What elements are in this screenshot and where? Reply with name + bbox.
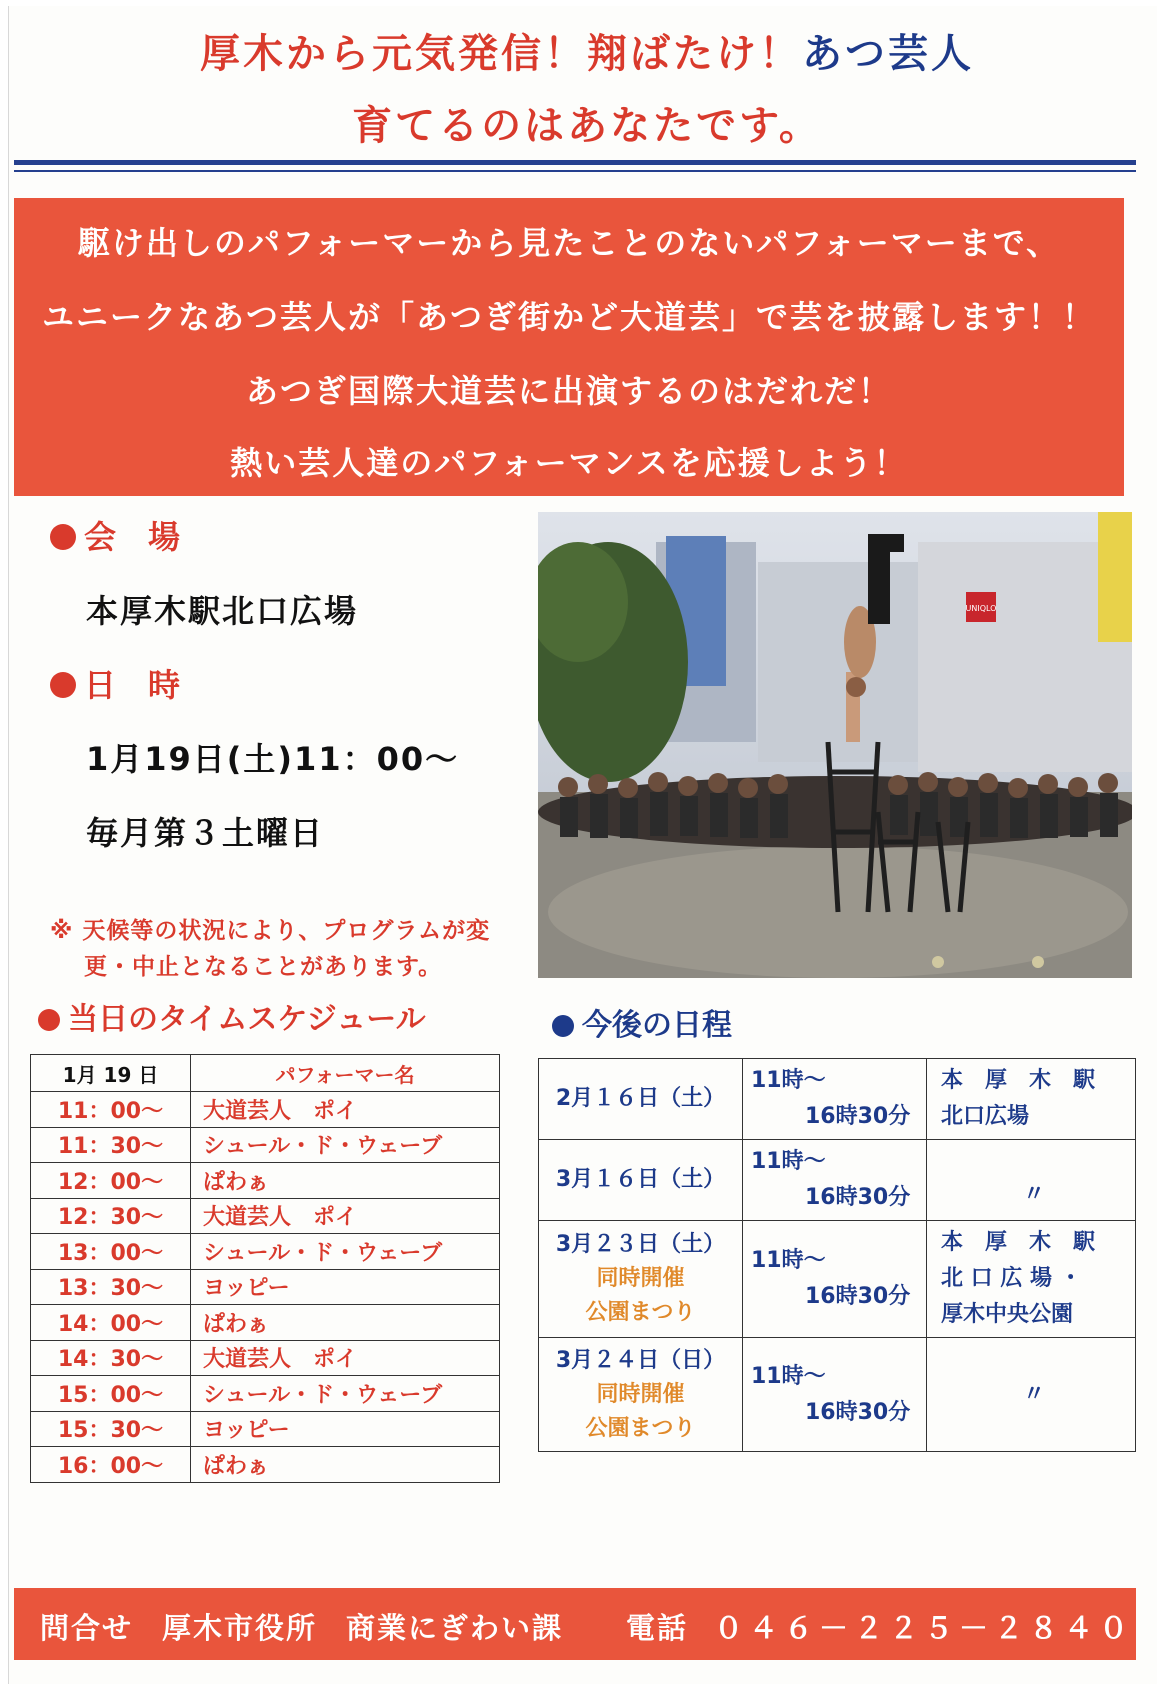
header-divider-thin bbox=[14, 170, 1136, 172]
slot-performer: ぱわぁ bbox=[191, 1163, 500, 1199]
store-sign-text: UNIQLO bbox=[965, 604, 997, 613]
schedule-start: 11時～ bbox=[751, 1363, 826, 1389]
slot-performer: ぱわぁ bbox=[191, 1305, 500, 1341]
slot-time: 13：00～ bbox=[31, 1234, 191, 1270]
datetime-heading-text: 日 時 bbox=[84, 666, 181, 704]
table-row bbox=[31, 1163, 500, 1199]
event-recurrence: 毎月第３土曜日 bbox=[86, 814, 325, 852]
schedule-place bbox=[927, 1059, 1136, 1140]
table-row bbox=[539, 1059, 1136, 1140]
upcoming-schedule-table bbox=[538, 1058, 1136, 1452]
table-row bbox=[31, 1234, 500, 1270]
venue-value: 本厚木駅北口広場 bbox=[86, 592, 359, 630]
venue-heading bbox=[50, 512, 180, 558]
weather-note-cont: 更・中止となることがあります。 bbox=[84, 954, 443, 980]
slot-performer: ヨッピー bbox=[191, 1411, 500, 1447]
schedule-time bbox=[743, 1338, 927, 1452]
slot-time: 11：30～ bbox=[31, 1127, 191, 1163]
upcoming-heading-text: 今後の日程 bbox=[582, 1008, 732, 1043]
footer-contact-label: 問合せ bbox=[40, 1611, 134, 1645]
intro-banner bbox=[14, 198, 1124, 496]
table-row bbox=[539, 1338, 1136, 1452]
day-timetable bbox=[30, 1054, 500, 1483]
schedule-end: 16時30分 bbox=[805, 1104, 911, 1129]
slot-time: 16：00～ bbox=[31, 1447, 191, 1483]
schedule-time bbox=[743, 1059, 927, 1140]
schedule-date bbox=[539, 1338, 743, 1452]
concurrent-label: 同時開催 bbox=[596, 1381, 685, 1407]
bullet-dot-icon bbox=[50, 672, 76, 698]
timetable-heading-text: 当日のタイムスケジュール bbox=[68, 1002, 426, 1037]
schedule-date: 3月１６日（土） bbox=[539, 1140, 743, 1221]
place-line: 本 厚 木 駅 bbox=[941, 1068, 1096, 1093]
table-row bbox=[31, 1376, 500, 1412]
banner-line: あつぎ国際大道芸に出演するのはだれだ！ bbox=[245, 372, 892, 410]
schedule-time bbox=[743, 1140, 927, 1221]
slot-performer: ぱわぁ bbox=[191, 1447, 500, 1483]
title-red-part: 厚木から元気発信！翔ばたけ！ bbox=[200, 31, 802, 77]
place-line: 北口広場 bbox=[941, 1104, 1030, 1129]
slot-time: 15：00～ bbox=[31, 1376, 191, 1412]
table-row bbox=[539, 1221, 1136, 1338]
footer-phone: ０４６－２２５－２８４０ bbox=[714, 1611, 1135, 1645]
table-row bbox=[31, 1340, 500, 1376]
slot-time: 13：30～ bbox=[31, 1269, 191, 1305]
slot-time: 12：00～ bbox=[31, 1163, 191, 1199]
slot-performer: 大道芸人 ポイ bbox=[191, 1340, 500, 1376]
event-date-time: 1月19日(土)11：00～ bbox=[86, 740, 460, 778]
footer-office: 厚木市役所 bbox=[162, 1611, 318, 1645]
table-row bbox=[31, 1127, 500, 1163]
schedule-place bbox=[927, 1221, 1136, 1338]
upcoming-heading bbox=[552, 1000, 732, 1044]
ditto-mark: 〃 bbox=[1022, 1381, 1045, 1407]
schedule-time bbox=[743, 1221, 927, 1338]
datetime-heading bbox=[50, 660, 180, 706]
bullet-dot-icon bbox=[50, 524, 76, 550]
schedule-end: 16時30分 bbox=[805, 1399, 911, 1425]
table-row bbox=[31, 1447, 500, 1483]
schedule-place bbox=[927, 1338, 1136, 1452]
table-header-performer: パフォーマー名 bbox=[191, 1055, 500, 1092]
table-row bbox=[539, 1140, 1136, 1221]
table-header-row bbox=[31, 1055, 500, 1092]
banner-line: 熱い芸人達のパフォーマンスを応援しよう！ bbox=[230, 444, 908, 482]
header-divider bbox=[14, 160, 1136, 165]
schedule-end: 16時30分 bbox=[805, 1284, 911, 1309]
date-line: 3月２４日（日） bbox=[555, 1347, 726, 1373]
slot-time: 11：00～ bbox=[31, 1092, 191, 1128]
footer-phone-label: 電話 bbox=[626, 1611, 689, 1645]
main-title-line1 bbox=[0, 22, 1174, 79]
slot-time: 15：30～ bbox=[31, 1411, 191, 1447]
slot-performer: ヨッピー bbox=[191, 1269, 500, 1305]
table-row bbox=[31, 1092, 500, 1128]
slot-time: 14：30～ bbox=[31, 1340, 191, 1376]
footer-dept: 商業にぎわい課 bbox=[346, 1611, 564, 1645]
place-line: 本 厚 木 駅 bbox=[941, 1230, 1096, 1255]
title-blue-part: あつ芸人 bbox=[802, 31, 974, 77]
schedule-place bbox=[927, 1140, 1136, 1221]
slot-performer: シュール・ド・ウェーブ bbox=[191, 1234, 500, 1270]
ditto-mark: 〃 bbox=[1022, 1182, 1045, 1207]
schedule-date: 2月１６日（土） bbox=[539, 1059, 743, 1140]
slot-performer: 大道芸人 ポイ bbox=[191, 1092, 500, 1128]
table-row bbox=[31, 1269, 500, 1305]
slot-performer: 大道芸人 ポイ bbox=[191, 1198, 500, 1234]
bullet-dot-icon bbox=[552, 1015, 574, 1037]
banner-line: 駆け出しのパフォーマーから見たことのないパフォーマーまで、 bbox=[77, 224, 1061, 262]
schedule-end: 16時30分 bbox=[805, 1185, 911, 1210]
place-line: 北 口 広 場 ・ bbox=[941, 1266, 1082, 1291]
concurrent-event: 公園まつり bbox=[585, 1415, 696, 1441]
venue-heading-text: 会 場 bbox=[84, 518, 181, 556]
timetable-heading bbox=[38, 994, 426, 1038]
slot-time: 12：30～ bbox=[31, 1198, 191, 1234]
schedule-start: 11時～ bbox=[751, 1068, 826, 1093]
place-line: 厚木中央公園 bbox=[941, 1302, 1074, 1327]
contact-footer bbox=[14, 1588, 1136, 1660]
concurrent-event: 公園まつり bbox=[585, 1300, 696, 1325]
schedule-date bbox=[539, 1221, 743, 1338]
weather-note: ※ 天候等の状況により、プログラムが変 bbox=[50, 918, 491, 944]
table-header-date: 1月 19 日 bbox=[31, 1055, 191, 1092]
street-performer-illustration bbox=[538, 512, 1132, 978]
table-row bbox=[31, 1305, 500, 1341]
banner-line: ユニークなあつ芸人が「あつぎ街かど大道芸」で芸を披露します！！ bbox=[41, 298, 1096, 336]
bullet-dot-icon bbox=[38, 1009, 60, 1031]
concurrent-label: 同時開催 bbox=[596, 1266, 685, 1291]
date-line: 3月２３日（土） bbox=[555, 1232, 726, 1257]
table-row bbox=[31, 1411, 500, 1447]
schedule-start: 11時～ bbox=[751, 1248, 826, 1273]
slot-performer: シュール・ド・ウェーブ bbox=[191, 1376, 500, 1412]
schedule-start: 11時～ bbox=[751, 1149, 826, 1174]
table-row bbox=[31, 1198, 500, 1234]
slot-performer: シュール・ド・ウェーブ bbox=[191, 1127, 500, 1163]
slot-time: 14：00～ bbox=[31, 1305, 191, 1341]
main-title-line2: 育てるのはあなたです。 bbox=[352, 103, 822, 149]
performance-photo bbox=[538, 512, 1132, 978]
